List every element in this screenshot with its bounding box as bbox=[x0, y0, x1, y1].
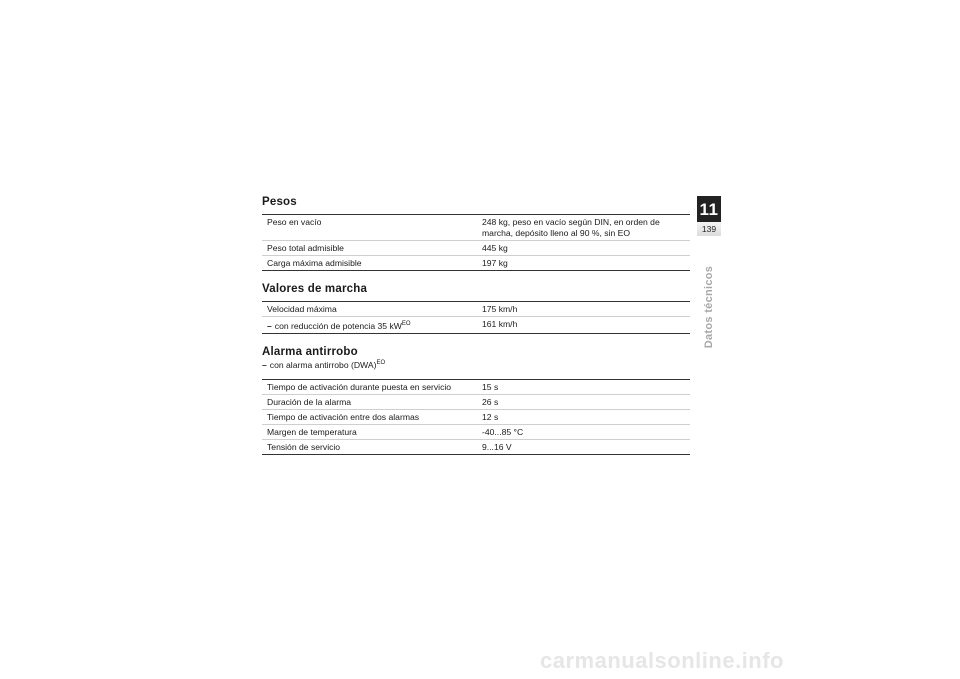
section-alarma-antirrobo bbox=[262, 346, 690, 455]
row-value: 161 km/h bbox=[482, 318, 518, 329]
row-value: 445 kg bbox=[477, 241, 690, 256]
table-row bbox=[262, 256, 690, 271]
row-label: Peso total admisible bbox=[262, 241, 477, 256]
row-label: Margen de temperatura bbox=[262, 425, 477, 440]
row-label: Peso en vacío bbox=[262, 215, 477, 241]
page-content bbox=[262, 196, 690, 467]
table-row bbox=[262, 440, 690, 455]
section-title-pesos: Pesos bbox=[262, 196, 297, 208]
note-text: con alarma antirrobo (DWA) bbox=[269, 360, 377, 370]
row-label: Duración de la alarma bbox=[262, 395, 477, 410]
table-valores bbox=[262, 301, 690, 334]
row-value: 9...16 V bbox=[482, 441, 512, 452]
table-row bbox=[262, 425, 690, 440]
section-valores-de-marcha bbox=[262, 283, 690, 334]
row-label: Carga máxima admisible bbox=[267, 257, 362, 268]
table-row bbox=[262, 317, 690, 334]
row-value: 175 km/h bbox=[477, 302, 690, 317]
table-row bbox=[262, 302, 690, 317]
chapter-number: 11 bbox=[697, 196, 721, 222]
row-value: 248 kg, peso en vacío según DIN, en orden de marcha, depósito lleno al 90 %, sin EO bbox=[477, 215, 690, 241]
page-number: 139 bbox=[697, 222, 721, 236]
row-value: 12 s bbox=[477, 410, 690, 425]
row-label: Tiempo de activación entre dos alarmas bbox=[262, 410, 477, 425]
table-row bbox=[262, 395, 690, 410]
table-row bbox=[262, 380, 690, 395]
section-note bbox=[262, 360, 690, 370]
row-value: 197 kg bbox=[482, 257, 508, 268]
watermark: carmanualsonline.info bbox=[540, 648, 784, 673]
row-label: con reducción de potencia 35 kW bbox=[274, 320, 402, 331]
chapter-tab bbox=[697, 196, 721, 236]
row-value: 26 s bbox=[477, 395, 690, 410]
table-row bbox=[262, 241, 690, 256]
chapter-label bbox=[697, 265, 721, 349]
table-pesos bbox=[262, 214, 690, 271]
row-label: Tensión de servicio bbox=[267, 441, 341, 452]
section-pesos bbox=[262, 196, 690, 271]
row-label-cell bbox=[262, 317, 477, 334]
row-label: Velocidad máxima bbox=[262, 302, 477, 317]
chapter-title: Datos técnicos bbox=[703, 265, 716, 349]
table-row bbox=[262, 410, 690, 425]
dash-icon: – bbox=[262, 360, 267, 370]
row-value: -40...85 °C bbox=[477, 425, 690, 440]
section-title-valores: Valores de marcha bbox=[262, 283, 368, 295]
superscript-eo: EO bbox=[376, 360, 386, 366]
superscript-eo: EO bbox=[401, 320, 411, 327]
dash-icon: – bbox=[267, 320, 272, 331]
table-row bbox=[262, 215, 690, 241]
table-alarma bbox=[262, 379, 690, 455]
row-value: 15 s bbox=[477, 380, 690, 395]
row-label: Tiempo de activación durante puesta en servicio bbox=[262, 380, 477, 395]
section-title-alarma: Alarma antirrobo bbox=[262, 346, 358, 358]
